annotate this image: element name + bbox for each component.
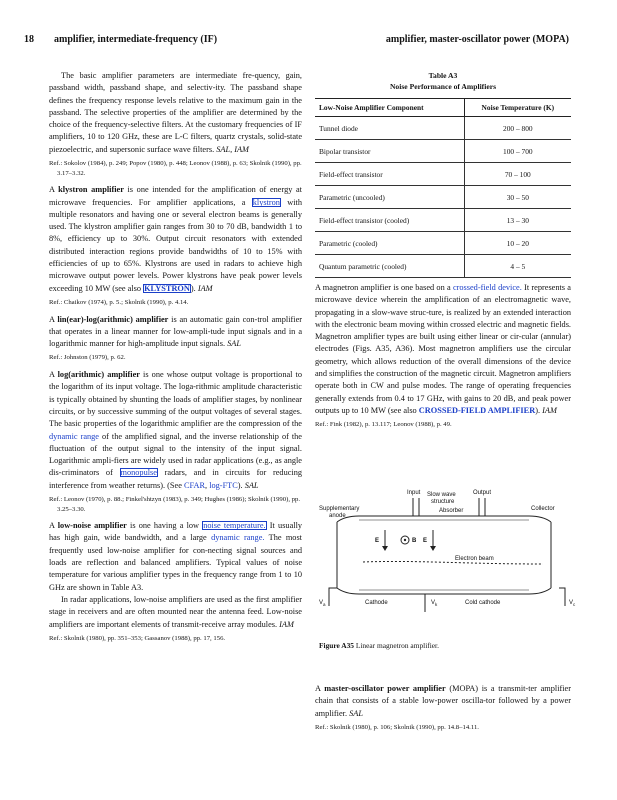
table-header: Low-Noise Amplifier Component: [315, 99, 464, 117]
output-coupler: [479, 498, 485, 516]
linear-magnetron-diagram: [315, 480, 577, 630]
paragraph-if-parameters: The basic amplifier parameters are intermediate fre-quency, gain, passband width, passband shape, and selectiv-ity. The passband shape defines the frequency response levels relative to the maximum gain in the passband. The selective properties of the amplifier are determined by the choice of the frequency-selective filters. At the customary frequencies of IF amplifiers, 10 to 120 GHz, these are L-C filters, quartz crystals, solid-state piezoelectric, and supersonic surface wave filters. SAL, IAM: [49, 71, 302, 154]
absorber-label: Absorber: [439, 508, 464, 514]
table-caption: [315, 70, 571, 92]
reference: Ref.: Chaikov (1974), p. 5.; Skolnik (1990), p. 4.14.: [49, 298, 189, 306]
reference: Ref.: Leonov (1970), p. 88.; Finkel'shtzyn (1983), p. 349; Hughes (1986); Skolnik (1990), pp. 3.25–3.30.: [49, 495, 301, 513]
e-field-label: E: [423, 538, 428, 544]
noise-table: [315, 98, 571, 278]
reference: Ref.: Skolnik (1980), p. 106; Skolnik (1990), pp. 14.8–14.11.: [315, 723, 479, 731]
table-label: Table A3: [428, 71, 458, 80]
entry-low-noise-amplifier: A low-noise amplifier is one having a low noise temperature. It usually has high gain, wide bandwidth, and a large dynamic range. The most frequently used low-noise amplifier for con-necting signal sources and loads are reflection and balanced amplifiers. Typical values of noise temperature for various amplifier types in the frequency range from 1 to 10 GHz are shown in Table A3.: [49, 521, 303, 592]
arrow-head: [430, 546, 436, 551]
log-ftc-link[interactable]: log-FTC: [209, 480, 238, 490]
table-cell: 70 – 100: [464, 163, 571, 186]
b-field-dot: [404, 539, 406, 541]
entry-klystron-amplifier: A klystron amplifier is one intended for the amplification of energy at microwave frequencies. For amplifier applications, a klystron with multiple resonators and having one or several electron beams is generally used. The klystron amplifier gain ranges from 30 to 70 dB, bandwidth 1 to 8%, efficiency up to 30%. Output circuit resonators with extended distributed interaction regions provide bandwidths of 10 to 15% with efficiencies of up to 65%. Klystrons are used in radars to achieve high microwave output power levels. Power klystrons have peak power levels exceeding 10 MW (see also KLYSTRON). IAM: [49, 185, 302, 293]
input-label: Input: [407, 490, 421, 496]
table-cell: 100 – 700: [464, 140, 571, 163]
table-cell: 4 – 5: [464, 255, 571, 278]
running-head-right: amplifier, master-oscillator power (MOPA): [385, 34, 569, 45]
entry-log-amplifier: A log(arithmic) amplifier is one whose output voltage is proportional to the logarithm of its input voltage. The loga-rithmic amplitude characteristic is typically obtained by shunting the loads of amplifier stages, by nonlinear circuits, or by successive summing of the output voltages of several stages. The basic properties of the logarithmic amplifier are the compression of the dynamic range of the amplified signal, and the inverse relationship of the fluctuation of the output signal to the intensity of the input signal. Logarithmic ampli-fiers are widely used in radar applications (e.g., as angle dis-criminators of monopulse radars, and in circuits for reducing interference from weather returns). (See CFAR, log-FTC). SAL: [49, 370, 302, 490]
table-cell: Parametric (uncooled): [315, 186, 464, 209]
structure-label: structure: [431, 499, 455, 505]
table-row: [315, 163, 571, 186]
table-cell: Field-effect transistor (cooled): [315, 209, 464, 232]
electron-beam-path: [363, 561, 543, 564]
dynamic-range-link[interactable]: dynamic range.: [211, 533, 265, 543]
table-row: [315, 255, 571, 278]
cfar-link[interactable]: CFAR: [183, 480, 206, 490]
table-row: [315, 186, 571, 209]
running-head-left: amplifier, intermediate-frequency (IF): [54, 34, 218, 45]
table-cell: 10 – 20: [464, 232, 571, 255]
page-number: 18: [24, 34, 34, 45]
collector-lead: [559, 588, 565, 606]
entry-mopa: A master-oscillator power amplifier (MOPA) is a transmit-ter amplifier chain that consists of a stable low-power oscilla-tor followed by a power amplifier. SAL: [315, 684, 572, 718]
input-coupler: [413, 498, 419, 516]
anode-label: anode: [329, 513, 346, 519]
entry-lin-log-amplifier: A lin(ear)-log(arithmic) amplifier is an automatic gain con-trol amplifier that operates in a linear manner for low-ampli-tude input signals and in a logarithmic manner for high-amplitude input signals. SAL: [49, 314, 303, 349]
va-label: $V_a$: [319, 600, 326, 607]
table-header: Noise Temperature (K): [464, 99, 571, 117]
cathode-label: Cathode: [365, 600, 388, 606]
table-row: [315, 209, 571, 232]
table-row: [315, 117, 571, 140]
table-cell: 30 – 50: [464, 186, 571, 209]
klystron-xref-link[interactable]: KLYSTRON: [144, 283, 190, 293]
e-field-label: E: [375, 538, 380, 544]
table-cell: Bipolar transistor: [315, 140, 464, 163]
noise-temperature-link[interactable]: noise temperature.: [203, 521, 266, 531]
dynamic-range-link[interactable]: dynamic range: [49, 431, 99, 441]
arrow-head: [382, 546, 388, 551]
table-title: Noise Performance of Amplifiers: [389, 82, 497, 91]
electron-beam-label: Electron beam: [455, 556, 494, 562]
slow-wave-structure: [337, 516, 551, 522]
crossed-field-device-link[interactable]: crossed-field device.: [452, 283, 522, 292]
cold-cathode-label: Cold cathode: [465, 600, 501, 606]
table-cell: Quantum parametric (cooled): [315, 255, 464, 278]
b-field-label: B: [412, 538, 417, 544]
cathode-plate: [337, 588, 551, 594]
entry-magnetron-amplifier: A magnetron amplifier is one based on a crossed-field device. It represents a microwave device wherein the amplification of an electromagnetic wave, propagating in a slow-wave struc-ture, is realized by an extended interaction with the electronic beam moving within crossed electric and magnetic fields. Magnetron amplifier types are built using either linear or cir-cular (annular) electrodes (Figs. A35, A36). Most magnetron amplifiers use the circular geometry, which allows reduction of the overall dimensions of the device and simplifies the construction of the magnetic circuit. Magnetron amplifiers operate both in CW and pulse modes. The range of operating frequencies generally extends from 0.4 to 17 GHz, with gains to 20 dB, and peak power outputs up to 10 MW (see also CROSSED-FIELD AMPLIFIER). IAM: [315, 283, 571, 415]
anode-lead: [329, 588, 337, 606]
vc-label: $V_c$: [569, 600, 576, 607]
table-cell: 200 – 800: [464, 117, 571, 140]
table-row: [315, 232, 571, 255]
table-cell: Parametric (cooled): [315, 232, 464, 255]
crossed-field-amplifier-xref-link[interactable]: CROSSED-FIELD AMPLIFIER: [418, 405, 536, 415]
table-cell: Field-effect transistor: [315, 163, 464, 186]
right-column-bottom: [315, 683, 571, 738]
output-label: Output: [473, 490, 492, 496]
table-cell: Tunnel diode: [315, 117, 464, 140]
table-row: [315, 140, 571, 163]
reference: Ref.: Sokolov (1984), p. 249; Popov (1980), p. 448; Leonov (1988), p. 63; Skolnik (1990), pp. 3.17–3.32.: [49, 160, 302, 177]
paragraph-radar-applications: In radar applications, low-noise amplifiers are used as the first amplifier stage in receivers and are often mounted near the antenna feed. Low-noise amplifiers are important elements of transmit-receive array modules. IAM: [49, 594, 302, 629]
klystron-link[interactable]: klystron: [252, 197, 280, 207]
reference: Ref.: Johnston (1979), p. 62.: [49, 354, 126, 362]
table-cell: 13 – 30: [464, 209, 571, 232]
monopulse-link[interactable]: monopulse: [120, 468, 157, 478]
reference: Ref.: Fink (1982), p. 13.117; Leonov (1988), p. 49.: [315, 421, 452, 429]
vk-label: $V_k$: [431, 600, 438, 607]
slow-wave-label: Slow wave: [427, 492, 456, 498]
reference: Ref.: Skolnik (1980), pp. 351–353; Gassanov (1988), pp. 17, 156.: [49, 634, 226, 642]
left-column: [49, 70, 302, 649]
supplementary-label: Supplementary: [319, 506, 360, 512]
figure-caption: Figure A35 Linear magnetron amplifier.: [319, 641, 439, 650]
right-column-text: [315, 282, 571, 436]
collector-label: Collector: [531, 506, 555, 512]
